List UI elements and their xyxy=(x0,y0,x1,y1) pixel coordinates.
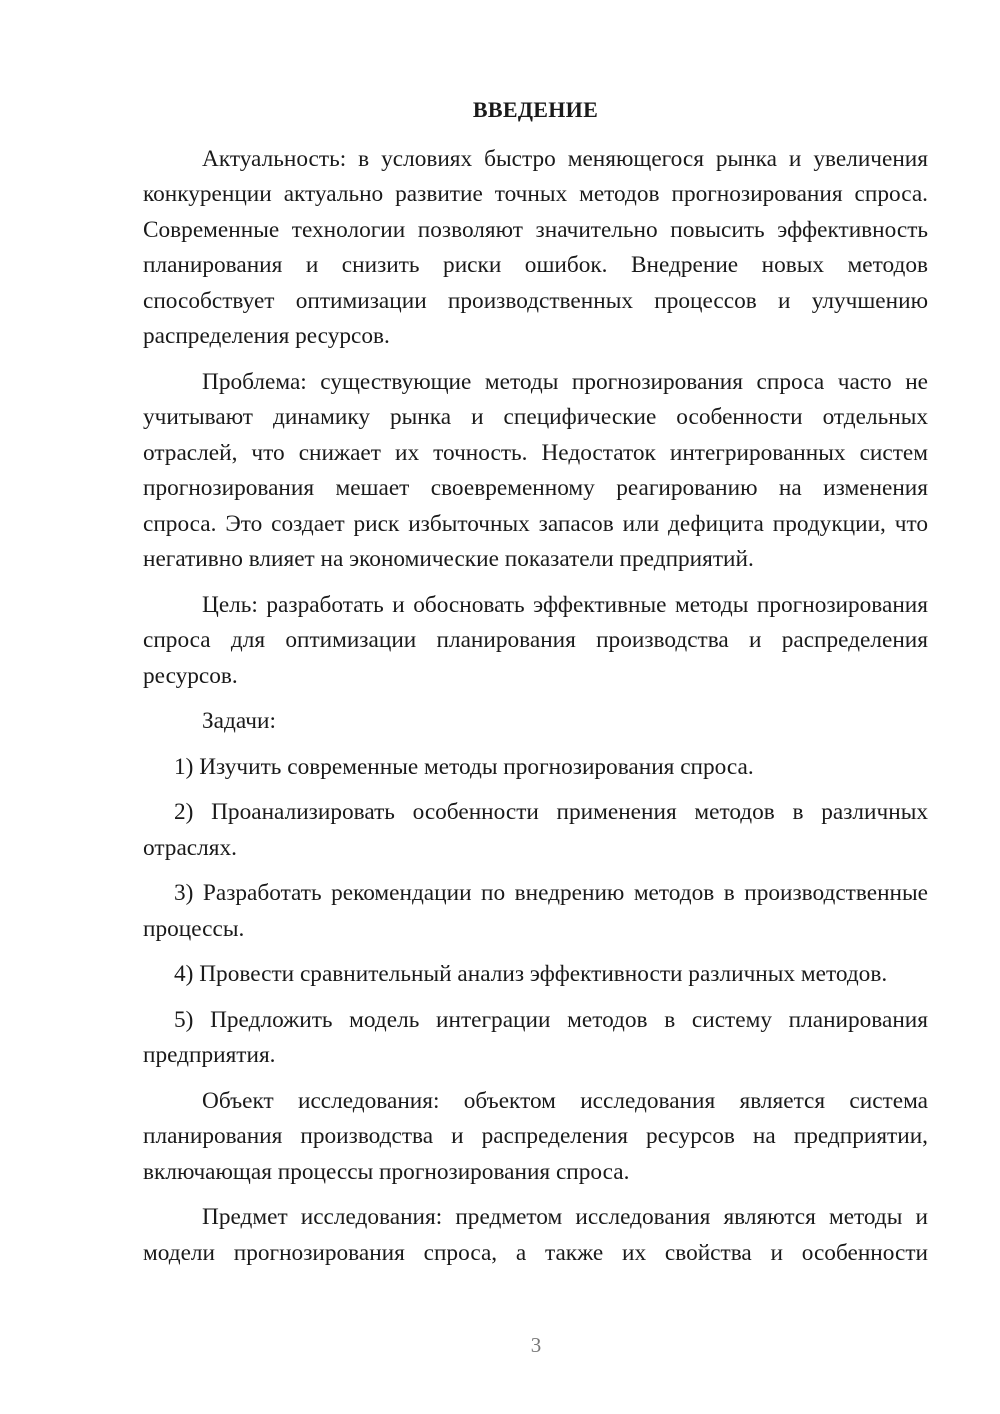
task-item-4: 4) Провести сравнительный анализ эффективности различных методов. xyxy=(174,961,888,987)
paragraph-subject: Предмет исследования: предметом исследования являются методы и модели прогнозирования спроса, а также их свойства и особенности xyxy=(143,1204,928,1266)
task-item-2: 2) Проанализировать особенности применения методов в различных отраслях. xyxy=(143,799,928,861)
paragraph-relevance: Актуальность: в условиях быстро меняющегося рынка и увеличения конкуренции актуально развитие точных методов прогнозирования спроса. Современные технологии позволяют значительно повысить эффективность планирования и снизить риски ошибок. Внедрение новых методов способствует оптимизации производственных процессов и улучшению распределения ресурсов. xyxy=(143,145,928,349)
paragraph-object: Объект исследования: объектом исследования является система планирования производства и распределения ресурсов на предприятии, включающая процессы прогнозирования спроса. xyxy=(143,1087,928,1185)
task-item-3: 3) Разработать рекомендации по внедрению методов в производственные процессы. xyxy=(143,880,928,942)
page-number: 3 xyxy=(530,1333,542,1357)
tasks-heading: Задачи: xyxy=(202,708,276,734)
section-title: ВВЕДЕНИЕ xyxy=(472,97,599,122)
task-item-1: 1) Изучить современные методы прогнозирования спроса. xyxy=(174,753,754,780)
paragraph-goal: Цель: разработать и обосновать эффективные методы прогнозирования спроса для оптимизации планирования производства и распределения ресурсов. xyxy=(143,591,928,689)
paragraph-problem: Проблема: существующие методы прогнозирования спроса часто не учитывают динамику рынка и специфические особенности отдельных отраслей, что снижает их точность. Недостаток интегрированных систем прогнозирования мешает своевременному реагированию на изменения спроса. Это создает риск избыточных запасов или дефицита продукции, что негативно влияет на экономические показатели предприятий. xyxy=(143,368,928,572)
task-item-5: 5) Предложить модель интеграции методов в систему планирования предприятия. xyxy=(143,1006,928,1068)
text-body xyxy=(143,92,928,1271)
